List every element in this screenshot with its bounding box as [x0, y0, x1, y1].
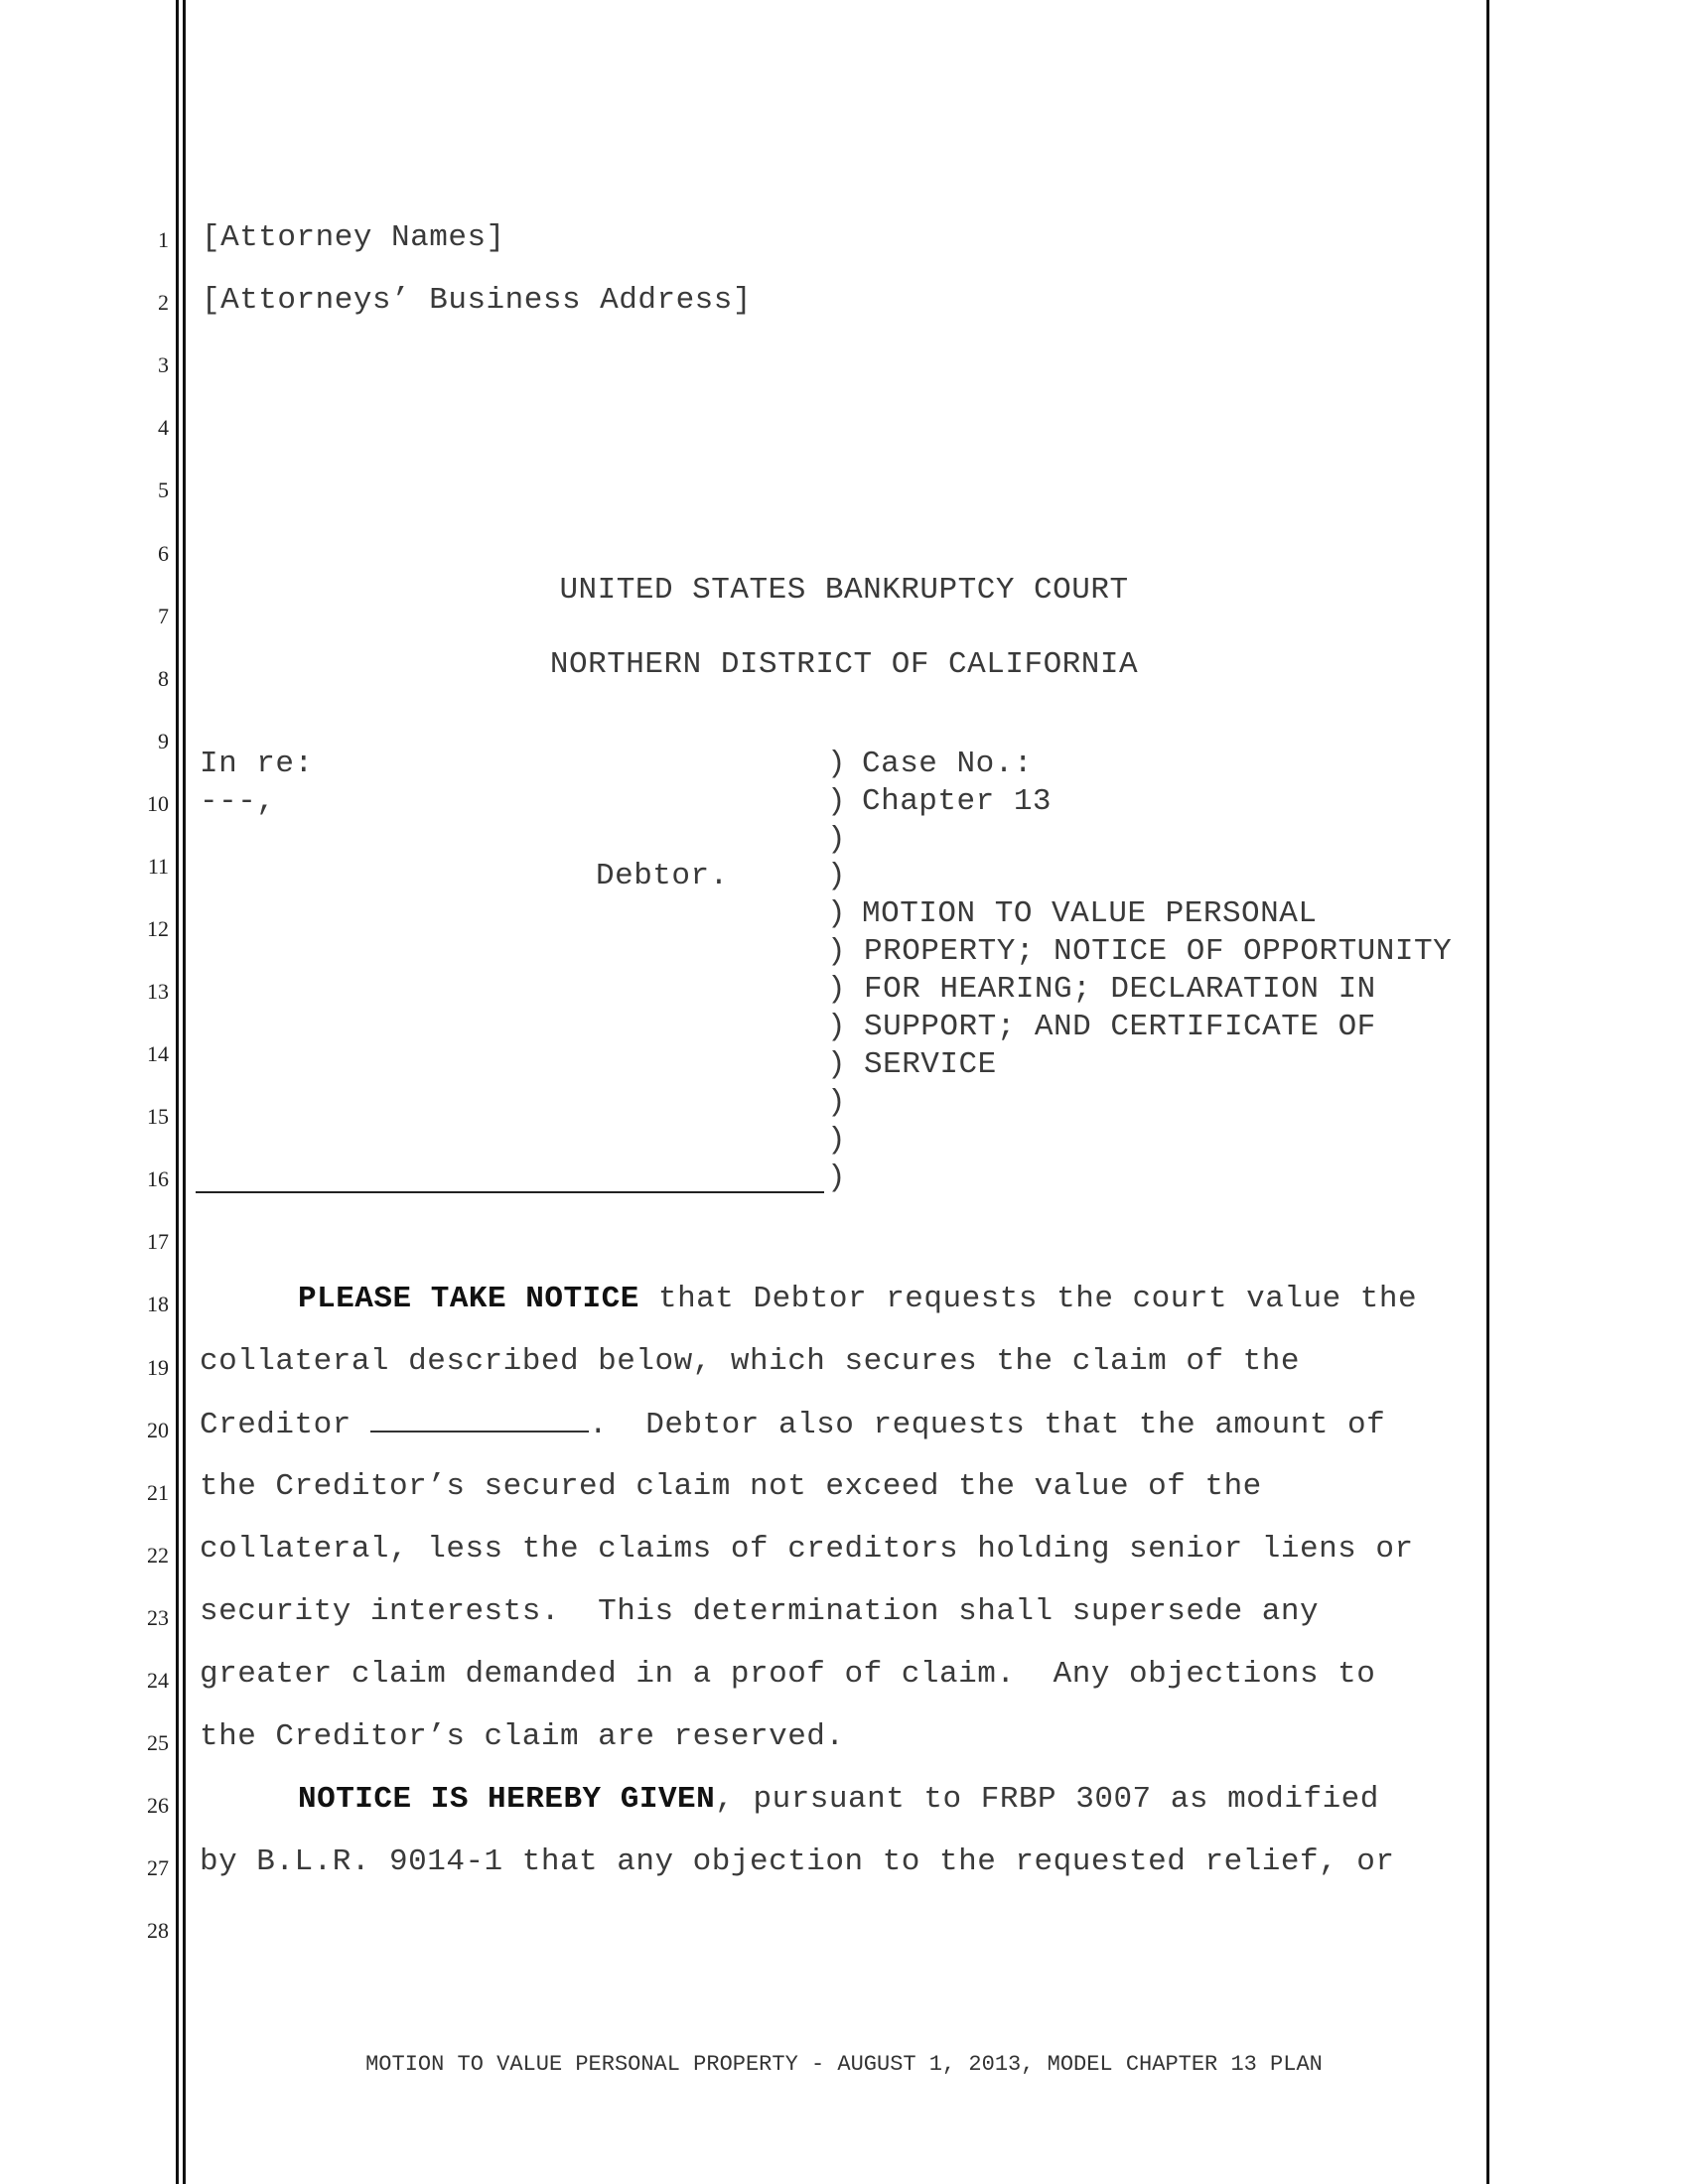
motion-title-line: SUPPORT; AND CERTIFICATE OF: [864, 1010, 1376, 1044]
body-line: the Creditor’s claim are reserved.: [200, 1719, 845, 1754]
please-take-notice: PLEASE TAKE NOTICE: [298, 1282, 639, 1316]
creditor-blank: [370, 1407, 589, 1433]
caption-paren: ): [827, 747, 847, 781]
caption-paren: ): [827, 1085, 847, 1120]
caption-paren: ): [827, 1047, 847, 1082]
right-border: [1486, 0, 1489, 2184]
caption-underline: [196, 1191, 824, 1193]
motion-title-line: MOTION TO VALUE PERSONAL: [862, 896, 1318, 931]
line-number: 7: [158, 604, 169, 628]
line-number: 22: [147, 1543, 169, 1568]
court-name: UNITED STATES BANKRUPTCY COURT: [559, 573, 1129, 608]
debtor-label: Debtor.: [596, 859, 729, 893]
debtor-name: ---,: [200, 784, 276, 819]
line-number: 15: [147, 1104, 169, 1129]
line-number: 17: [147, 1229, 169, 1254]
line-number: 12: [147, 916, 169, 941]
caption-paren: ): [827, 784, 847, 819]
line-number: 3: [158, 352, 169, 377]
line-number: 18: [147, 1292, 169, 1316]
caption-paren: ): [827, 1010, 847, 1044]
line-number: 21: [147, 1480, 169, 1505]
line-number: 27: [147, 1855, 169, 1880]
left-border-outer: [176, 0, 179, 2184]
body-line: Creditor . Debtor also requests that the amount of: [200, 1408, 1386, 1442]
in-re: In re:: [200, 747, 314, 781]
line-number: 10: [147, 791, 169, 816]
body-line: NOTICE IS HEREBY GIVEN, pursuant to FRBP 3007 as modified: [298, 1782, 1379, 1817]
page-footer: MOTION TO VALUE PERSONAL PROPERTY - AUGUST 1, 2013, MODEL CHAPTER 13 PLAN: [365, 2052, 1323, 2077]
line-number: 28: [147, 1918, 169, 1943]
line-number: 20: [147, 1418, 169, 1442]
line-number: 26: [147, 1793, 169, 1818]
motion-title-line: PROPERTY; NOTICE OF OPPORTUNITY: [864, 934, 1453, 969]
body-line: the Creditor’s secured claim not exceed the value of the: [200, 1469, 1262, 1504]
caption-paren: ): [827, 859, 847, 893]
notice-hereby-given: NOTICE IS HEREBY GIVEN: [298, 1782, 716, 1817]
line-number: 9: [158, 729, 169, 753]
motion-title-line: SERVICE: [864, 1047, 997, 1082]
body-line: collateral described below, which secures the claim of the: [200, 1344, 1300, 1379]
line-number: 24: [147, 1668, 169, 1693]
line-number: 8: [158, 666, 169, 691]
line-number: 23: [147, 1605, 169, 1630]
line-number: 1: [158, 227, 169, 252]
caption-paren: ): [827, 972, 847, 1007]
body-line: PLEASE TAKE NOTICE that Debtor requests the court value the: [298, 1282, 1418, 1316]
court-district: NORTHERN DISTRICT OF CALIFORNIA: [549, 647, 1139, 682]
body-line: security interests. This determination shall supersede any: [200, 1594, 1320, 1629]
line-number: 19: [147, 1355, 169, 1380]
attorney-address: [Attorneys’ Business Address]: [202, 283, 752, 318]
caption-paren: ): [827, 822, 847, 857]
body-line: collateral, less the claims of creditors holding senior liens or: [200, 1532, 1414, 1567]
line-number: 14: [147, 1041, 169, 1066]
line-number: 16: [147, 1166, 169, 1191]
caption-paren: ): [827, 1123, 847, 1158]
line-number: 13: [147, 979, 169, 1004]
motion-title-line: FOR HEARING; DECLARATION IN: [864, 972, 1376, 1007]
line-number: 2: [158, 290, 169, 315]
line-number: 4: [158, 415, 169, 440]
line-number: 5: [158, 478, 169, 502]
line-number: 11: [147, 854, 169, 879]
attorney-names: [Attorney Names]: [202, 220, 505, 255]
body-line: by B.L.R. 9014-1 that any objection to the requested relief, or: [200, 1844, 1395, 1879]
caption-paren: ): [827, 896, 847, 931]
left-border-inner: [183, 0, 186, 2184]
caption-paren: ): [827, 1160, 847, 1195]
case-number: Case No.:: [862, 747, 1033, 781]
line-number: 25: [147, 1730, 169, 1755]
body-line: greater claim demanded in a proof of claim. Any objections to: [200, 1657, 1376, 1692]
caption-paren: ): [827, 934, 847, 969]
chapter: Chapter 13: [862, 784, 1053, 819]
line-number: 6: [158, 541, 169, 566]
